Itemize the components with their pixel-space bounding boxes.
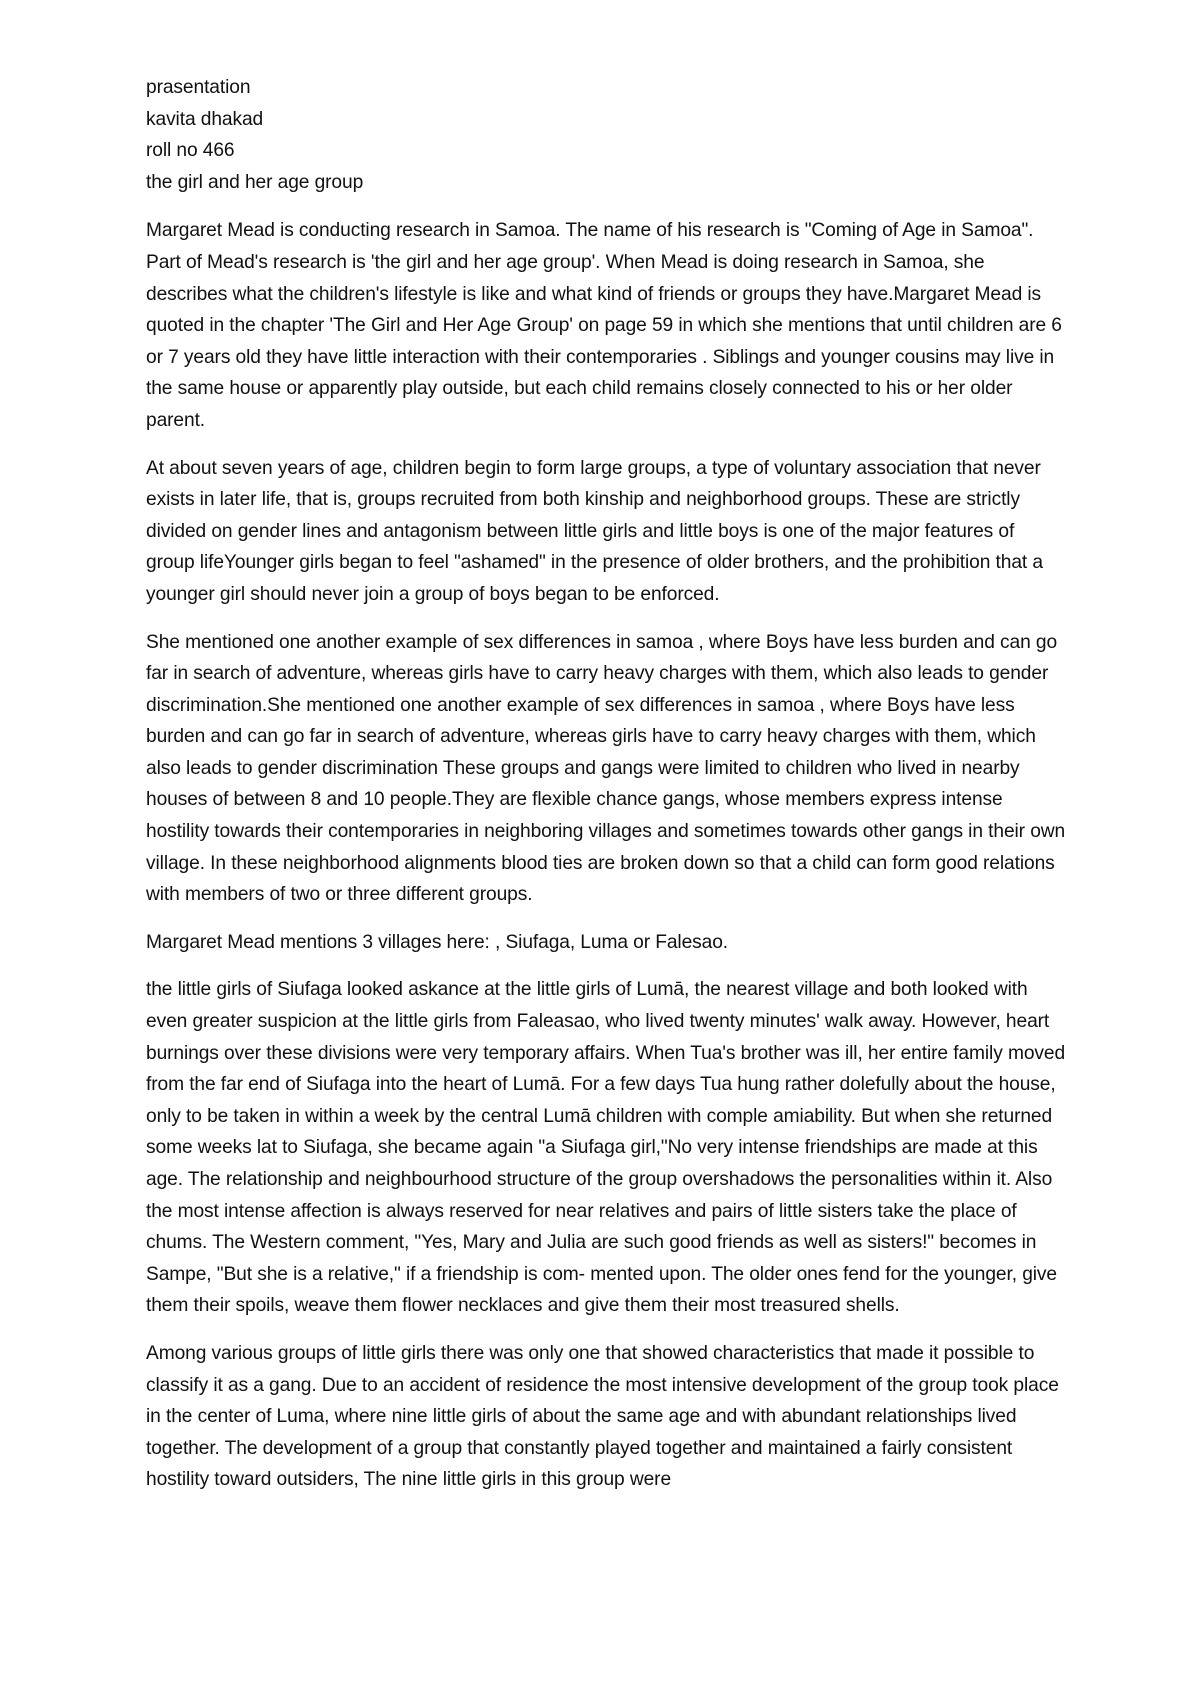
- paragraph-intro: Margaret Mead is conducting research in Samoa. The name of his research is "Coming of Age in Samoa". Part of Mead's research is 'the girl and her age group'. When Mead is doing research in Samoa, she describes what the children's lifestyle is like and what kind of friends or groups they have.Margaret Mead is quoted in the chapter 'The Girl and Her Age Group' on page 59 in which she mentions that until children are 6 or 7 years old they have little interaction with their contemporaries . Siblings and younger cousins may live in the same house or apparently play outside, but each child remains closely connected to his or her older parent.: [146, 220, 1062, 431]
- header-line-topic: the girl and her age group: [146, 171, 364, 193]
- paragraph-sex-differences: She mentioned one another example of sex differences in samoa , where Boys have less burden and can go far in search of adventure, whereas girls have to carry heavy charges with them, which also leads to gender discrimination.She mentioned one another example of sex differences in samoa , where Boys have less burden and can go far in search of adventure, whereas girls have to carry heavy charges with them, which also leads to gender discrimination These groups and gangs were limited to children who lived in nearby houses of between 8 and 10 people.They are flexible chance gangs, whose members express intense hostility towards their contemporaries in neighboring villages and sometimes towards other gangs in their own village. In these neighborhood alignments blood ties are broken down so that a child can form good relations with members of two or three different groups.: [146, 631, 1066, 906]
- header-line-roll-number: roll no 466: [146, 140, 235, 162]
- paragraph-villages: Margaret Mead mentions 3 villages here: , Siufaga, Luma or Falesao.: [146, 931, 729, 953]
- header-line-presentation: prasentation: [146, 77, 251, 98]
- document-header: [146, 72, 1066, 198]
- paragraph-luma-gang: Among various groups of little girls there was only one that showed characteristics that made it possible to classify it as a gang. Due to an accident of residence the most intensive development of the group took place in the center of Luma, where nine little girls of about the same age and with abundant relationships lived together. The development of a group that constantly played together and maintained a fairly consistent hostility toward outsiders, The nine little girls in this group were: [146, 1342, 1059, 1491]
- header-line-author: kavita dhakad: [146, 108, 264, 130]
- document-body: [146, 72, 1066, 1512]
- paragraph-age-groups: At about seven years of age, children begin to form large groups, a type of voluntary association that never exists in later life, that is, groups recruited from both kinship and neighborhood groups. These are strictly divided on gender lines and antagonism between little girls and little boys is one of the major features of group lifeYounger girls began to feel "ashamed" in the presence of older brothers, and the prohibition that a younger girl should never join a group of boys began to be enforced.: [146, 457, 1043, 605]
- paragraph-siufaga-girls: the little girls of Siufaga looked askance at the little girls of Lumā, the nearest village and both looked with even greater suspicion at the little girls from Faleasao, who lived twenty minutes' walk away. However, heart burnings over these divisions were very temporary affairs. When Tua's brother was ill, her entire family moved from the far end of Siufaga into the heart of Lumā. For a few days Tua hung rather dolefully about the house, only to be taken in within a week by the central Lumā children with comple amiability. But when she returned some weeks lat to Siufaga, she became again "a Siufaga girl,"No very intense friendships are made at this age. The relationship and neighbourhood structure of the group overshadows the personalities within it. Also the most intense affection is always reserved for near relatives and pairs of little sisters take the place of chums. The Western comment, "Yes, Mary and Julia are such good friends as well as sisters!" becomes in Sampe, "But she is a relative," if a friendship is com- mented upon. The older ones fend for the younger, give them their spoils, weave them flower necklaces and give them their most treasured shells.: [146, 979, 1066, 1317]
